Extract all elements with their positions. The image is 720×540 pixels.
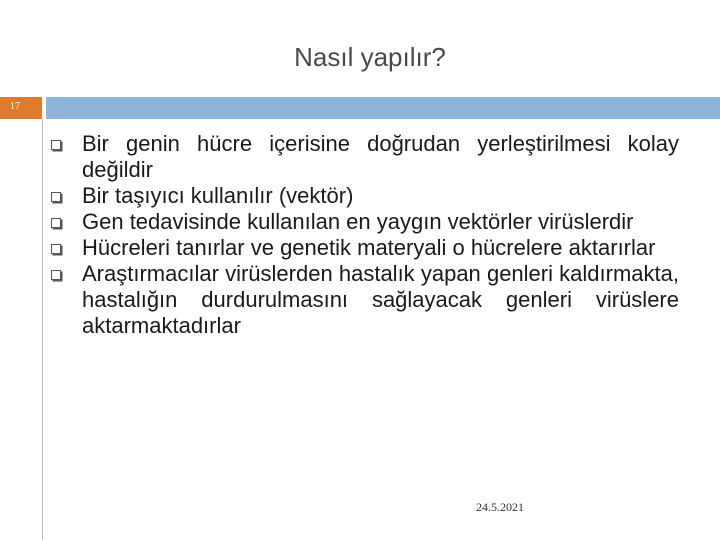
- bullet-text: Bir genin hücre içerisine doğrudan yerleştirilmesi kolay değildir: [82, 131, 679, 182]
- square-bullet-icon: [51, 192, 61, 202]
- bullet-text: Gen tedavisinde kullanılan en yaygın vektörler virüslerdir: [82, 209, 634, 234]
- slide-number: 17: [10, 101, 20, 112]
- slide-number-bar: [0, 97, 42, 119]
- bullet-text: Hücreleri tanırlar ve genetik materyali o hücrelere aktarırlar: [82, 235, 656, 260]
- list-item: [46, 261, 679, 339]
- square-bullet-icon: [51, 244, 61, 254]
- bullet-list: [46, 131, 679, 339]
- list-item: [46, 131, 679, 183]
- vertical-divider: [42, 119, 43, 540]
- bullet-text: Araştırmacılar virüslerden hastalık yapan genleri kaldırmakta, hastalığın durdurulmasını sağlayacak genleri virüslere aktarmaktadırlar: [82, 261, 679, 338]
- slide-title: Nasıl yapılır?: [294, 42, 446, 72]
- header-bar: [46, 97, 720, 119]
- list-item: [46, 235, 679, 261]
- square-bullet-icon: [51, 270, 61, 280]
- square-bullet-icon: [51, 140, 61, 150]
- bullet-text: Bir taşıyıcı kullanılır (vektör): [82, 183, 354, 208]
- list-item: [46, 209, 679, 235]
- footer-date: 24.5.2021: [476, 500, 524, 514]
- list-item: [46, 183, 679, 209]
- square-bullet-icon: [51, 218, 61, 228]
